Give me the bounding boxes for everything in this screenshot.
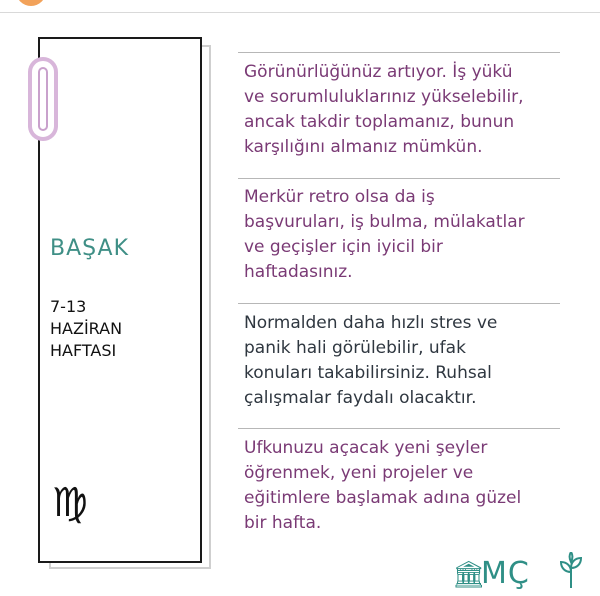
message-growth: Ufkunuzu açacak yeni şeyler öğrenmek, yeni projeler ve eğitimlere başlamak adına güzel bir hafta. [244,438,522,533]
binder-ring-icon [28,57,58,141]
divider-3 [238,428,560,429]
message-career: Merkür retro olsa da iş başvuruları, iş bulma, mülakatlar ve geçişler için iyicil bir haftadasınız. [244,187,525,282]
virgo-icon: ♍ [52,480,88,526]
message-stress: Normalden daha hızlı stres ve panik hali görülebilir, ufak konuları takabilirsiniz. Ruhsal çalışmalar faydalı olacaktır. [244,313,498,408]
brand-logo-text: MÇ [481,556,530,591]
zodiac-sign-name: BAŞAK [50,236,129,261]
top-logo-fragment [16,0,46,6]
pillar-icon: 🏛 [452,560,486,590]
divider-2 [238,303,560,304]
binder-ring-inner [38,67,48,131]
divider-top [238,52,560,53]
message-visibility: Görünürlüğünüz artıyor. İş yükü ve sorumluluklarınız yükselebilir, ancak takdir toplamanız, bunun karşılığını almanız mümkün. [244,62,524,157]
divider-1 [238,178,560,179]
top-divider [0,12,600,13]
sprout-icon [557,552,585,588]
week-range: 7-13 HAZİRAN HAFTASI [50,297,123,360]
